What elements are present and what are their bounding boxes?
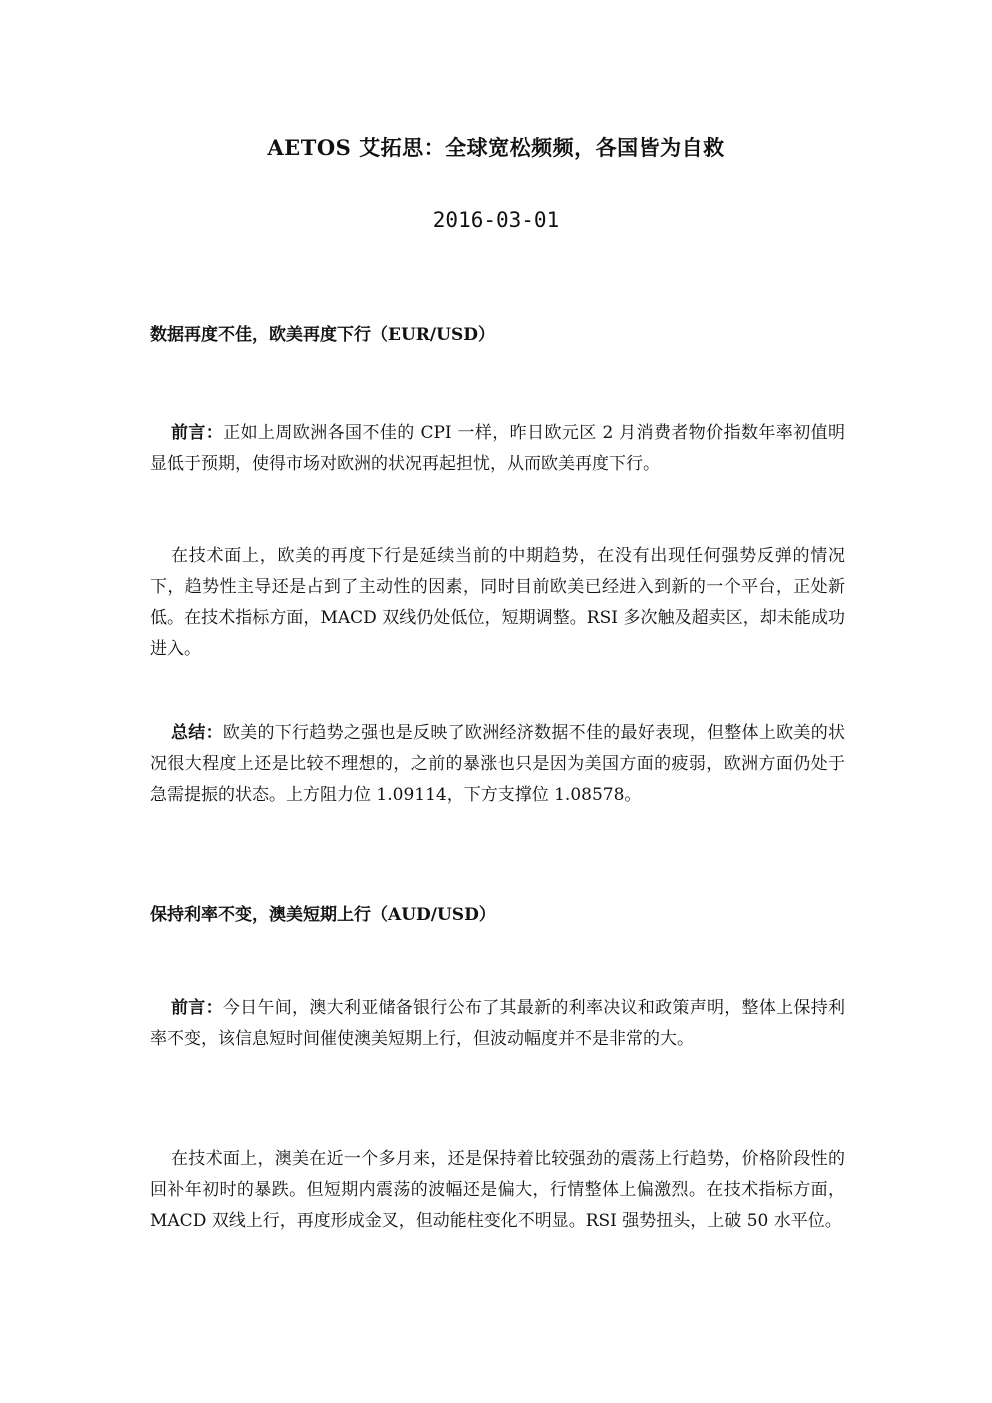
section-technical-audusd: 在技术面上，澳美在近一个多月来，还是保持着比较强劲的震荡上行趋势，价格阶段性的回补年初时的暴跌。但短期内震荡的波幅还是偏大，行情整体上偏激烈。在技术指标方面，MACD 双线上行，再度形成金叉，但动能柱变化不明显。RSI 强势扭头，上破 50 水平位。 <box>150 1149 845 1231</box>
section-intro-eurusd <box>150 418 845 480</box>
section-summary-eurusd <box>150 718 845 811</box>
intro-text: 今日午间，澳大利亚储备银行公布了其最新的利率决议和政策声明，整体上保持利率不变，该信息短时间催使澳美短期上行，但波动幅度并不是非常的大。 <box>150 998 846 1049</box>
document-title: AETOS 艾拓思：全球宽松频频，各国皆为自救 <box>267 135 725 160</box>
summary-text: 欧美的下行趋势之强也是反映了欧洲经济数据不佳的最好表现，但整体上欧美的状况很大程度上还是比较不理想的，之前的暴涨也只是因为美国方面的疲弱，欧洲方面仍处于急需提振的状态。上方阻力位 1.09114，下方支撑位 1.08578。 <box>150 723 846 805</box>
intro-label: 前言： <box>171 423 224 443</box>
intro-label: 前言： <box>171 998 223 1018</box>
document-date: 2016-03-01 <box>432 208 560 232</box>
intro-text: 正如上周欧洲各国不佳的 CPI 一样，昨日欧元区 2 月消费者物价指数年率初值明显低于预期，使得市场对欧洲的状况再起担忧，从而欧美再度下行。 <box>150 423 845 474</box>
section-intro-audusd <box>150 993 845 1055</box>
summary-label: 总结： <box>171 723 223 743</box>
section-heading-eurusd: 数据再度不佳，欧美再度下行（EUR/USD） <box>150 325 495 345</box>
section-heading-audusd: 保持利率不变，澳美短期上行（AUD/USD） <box>150 905 496 925</box>
section-technical-eurusd: 在技术面上，欧美的再度下行是延续当前的中期趋势，在没有出现任何强势反弹的情况下，趋势性主导还是占到了主动性的因素，同时目前欧美已经进入到新的一个平台，正处新低。在技术指标方面，MACD 双线仍处低位，短期调整。RSI 多次触及超卖区，却未能成功进入。 <box>150 546 845 659</box>
